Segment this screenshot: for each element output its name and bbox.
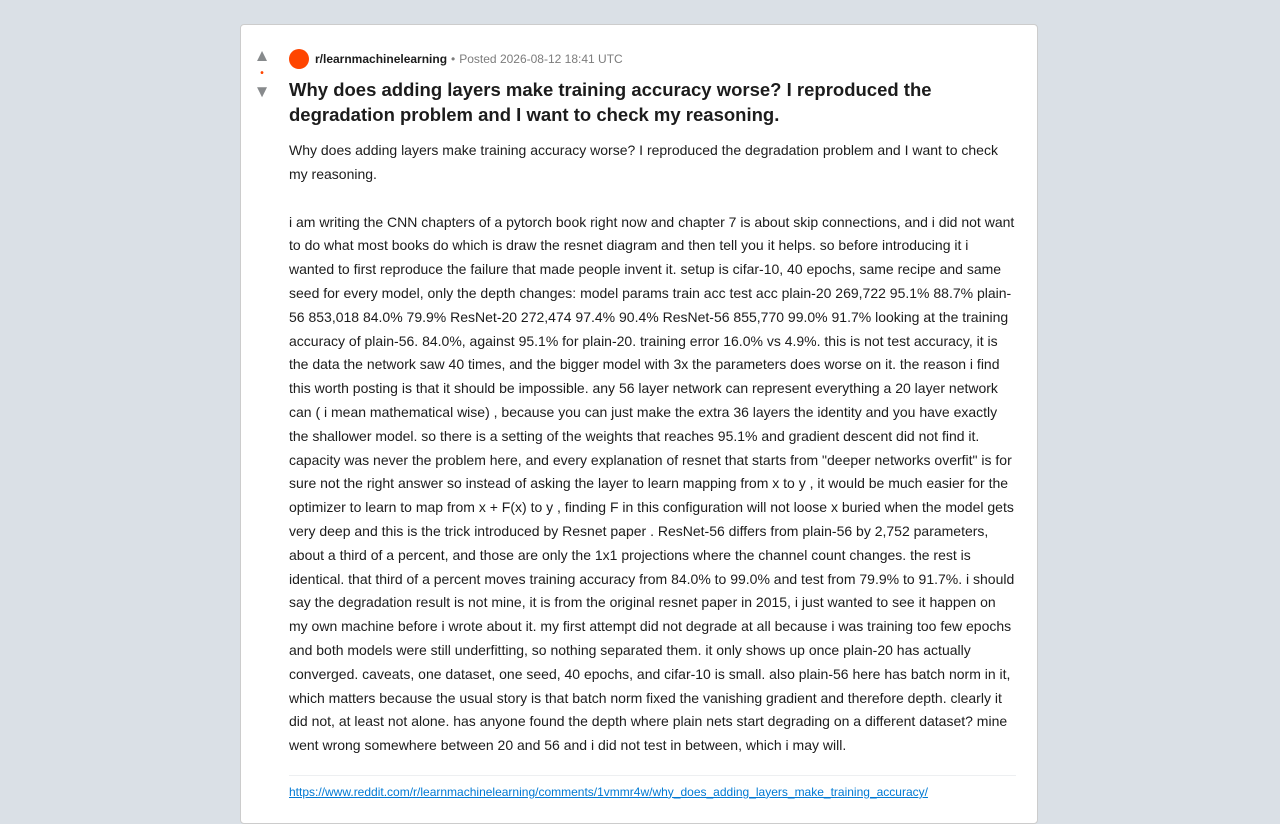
subreddit-name[interactable]: r/learnmachinelearning	[315, 52, 448, 66]
post-body	[289, 139, 1016, 758]
post-content	[289, 49, 1016, 799]
post-title[interactable]: Why does adding layers make training accuracy worse? I reproduced the degradation problem and I want to check my reasoning.	[289, 79, 932, 125]
divider	[289, 775, 1016, 776]
downvote-arrow-icon[interactable]: ▼	[253, 82, 271, 101]
post-body-paragraph-1: Why does adding layers make training accuracy worse? I reproduced the degradation problem and I want to check my reasoning.	[289, 142, 998, 182]
upvote-arrow-icon[interactable]: ▲	[253, 46, 271, 65]
vote-score: •	[260, 68, 264, 79]
post-url-link[interactable]: https://www.reddit.com/r/learnmachinelearning/comments/1vmmr4w/why_does_adding_layers_make_training_accuracy/	[289, 784, 928, 799]
post-body-paragraph-2: i am writing the CNN chapters of a pytorch book right now and chapter 7 is about skip connections, and i did not want to do what most books do which is draw the resnet diagram and then tell you it helps. so before introducing it i wanted to first reproduce the failure that made people invent it. setup is cifar-10, 40 epochs, same recipe and same seed for every model, only the depth changes: model params train acc test acc plain-20 269,722 95.1% 88.7% plain-56 853,018 84.0% 79.9% ResNet-20 272,474 97.4% 90.4% ResNet-56 855,770 99.0% 91.7% looking at the training accuracy of plain-56. 84.0%, against 95.1% for plain-20. training error 16.0% vs 4.9%. this is not test accuracy, it is the data the network saw 40 times, and the bigger model with 3x the parameters does worse on it. the reason i find this worth posting is that it should be impossible. any 56 layer network can represent everything a 20 layer network can ( i mean mathematical wise) , because you can just make the extra 36 layers the identity and you have exactly the shallower model. so there is a setting of the weights that reaches 95.1% and gradient descent did not find it. capacity was never the problem here, and every explanation of resnet that starts from "deeper networks overfit" is for sure not the right answer so instead of asking the layer to learn mapping from x to y , it would be much easier for the optimizer to learn to map from x + F(x) to y , finding F in this configuration will not loose x buried when the model gets very deep and this is the trick introduced by Resnet paper . ResNet-56 differs from plain-56 by 2,752 parameters, about a third of a percent, and those are only the 1x1 projections where the channel count changes. the rest is identical. that third of a percent moves training accuracy from 84.0% to 99.0% and test from 79.9% to 91.7%. i should say the degradation result is not mine, it is from the original resnet paper in 2015, i just wanted to see it happen on my own machine before i wrote about it. my first attempt did not degrade at all because i was training too few epochs and both models were still underfitting, so nothing separated them. it only shows up once plain-20 has actually converged. caveats, one dataset, one seed, 40 epochs, and cifar-10 is small. also plain-56 here has batch norm in it, which matters because the usual story is that batch norm fixed the vanishing gradient and therefore depth. clearly it did not, at least not alone. has anyone found the depth where plain nets start degrading on a different dataset? mine went wrong somewhere between 20 and 56 and i did not test in between, which i may will.	[289, 213, 1015, 754]
post-card	[240, 24, 1038, 824]
post-timestamp: Posted 2026-08-12 18:41 UTC	[459, 52, 623, 66]
vote-column	[251, 47, 273, 101]
subreddit-icon[interactable]	[289, 49, 309, 69]
post-meta	[289, 49, 1016, 69]
meta-separator: •	[451, 52, 456, 66]
